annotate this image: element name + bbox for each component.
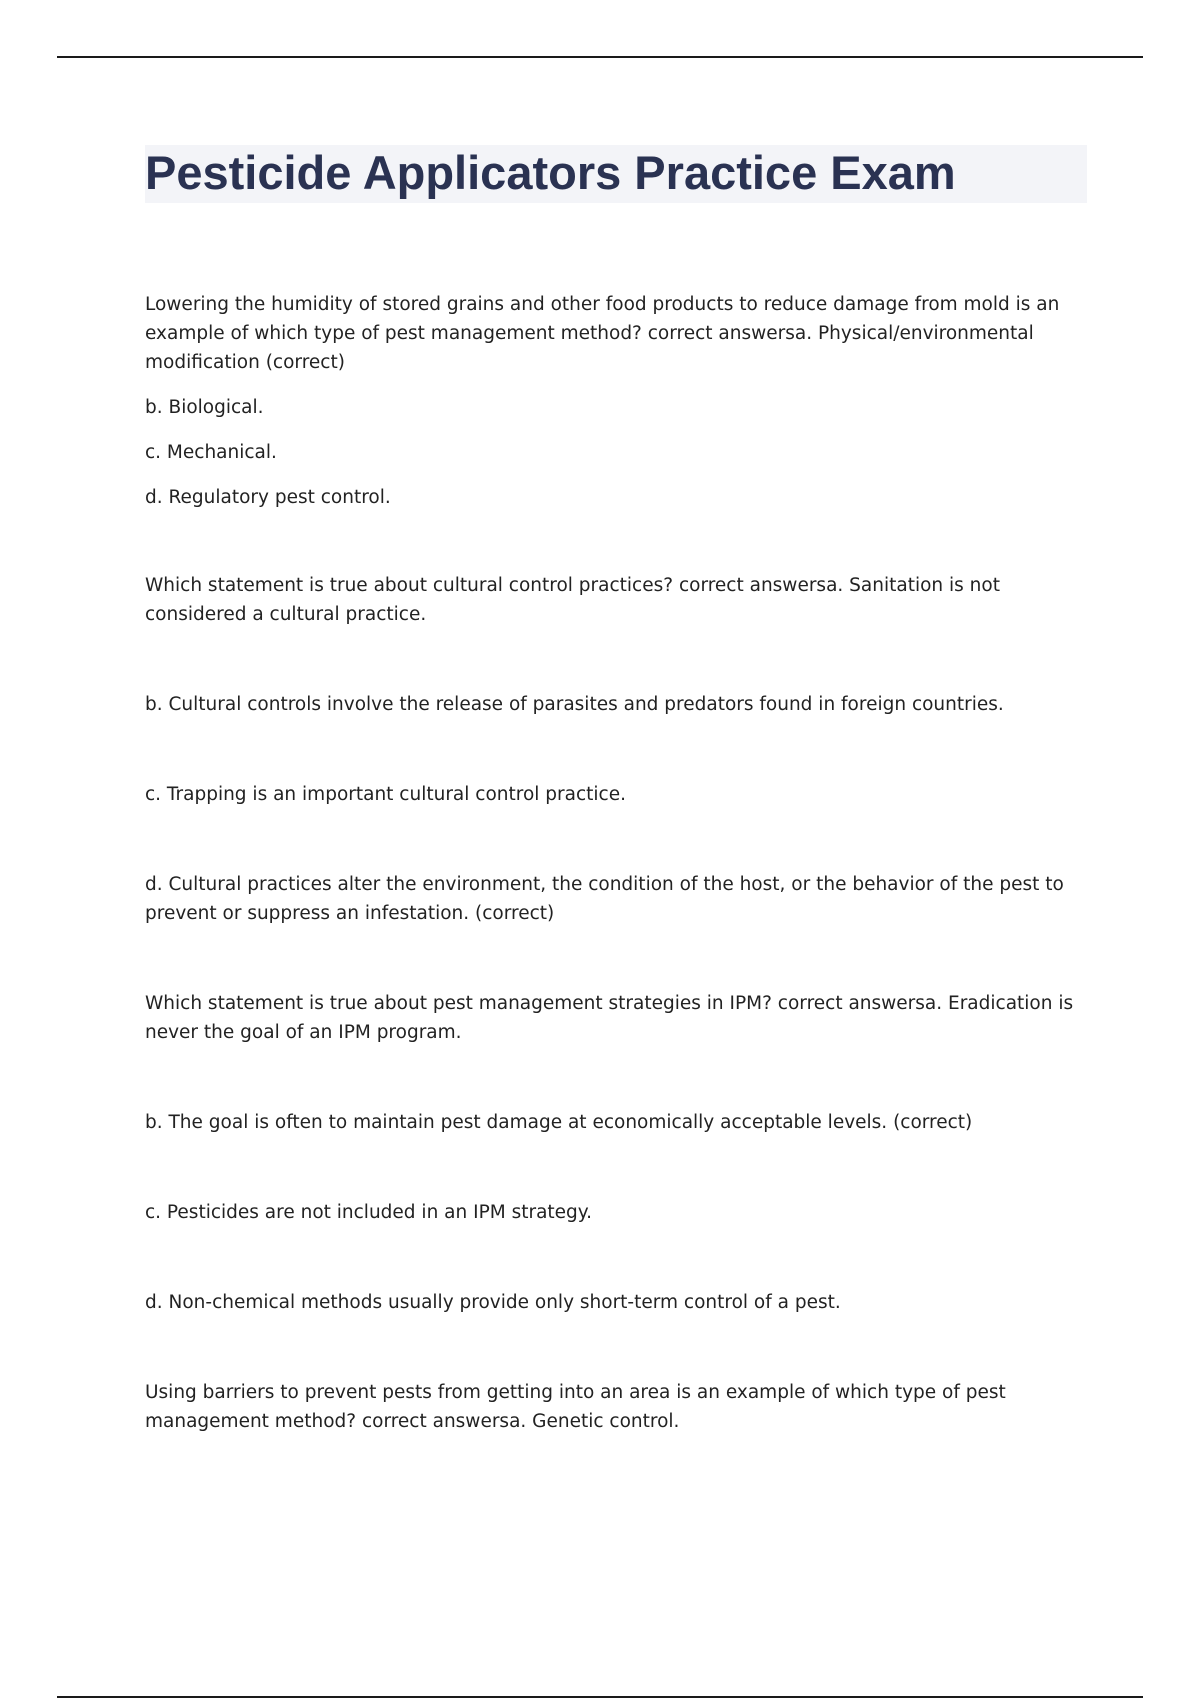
question-1: [145, 290, 1085, 512]
answer-option: d. Non-chemical methods usually provide only short-term control of a pest.: [145, 1292, 841, 1313]
answer-option: b. Cultural controls involve the release of parasites and predators found in foreign countries.: [145, 694, 1004, 715]
answer-option: b. The goal is often to maintain pest damage at economically acceptable levels. (correct): [145, 1112, 973, 1133]
question-4: [145, 1378, 1085, 1436]
page-title: Pesticide Applicators Practice Exam: [145, 146, 956, 199]
answer-option: c. Trapping is an important cultural control practice.: [145, 784, 626, 805]
answer-option: c. Mechanical.: [145, 442, 277, 463]
question-stem: Which statement is true about cultural control practices? correct answersa. Sanitation is not considered a cultural practice.: [145, 575, 1000, 625]
exam-content: [145, 290, 1085, 1436]
answer-option: c. Pesticides are not included in an IPM strategy.: [145, 1202, 592, 1223]
question-stem: Which statement is true about pest management strategies in IPM? correct answersa. Eradication is never the goal of an IPM program.: [145, 993, 1074, 1043]
answer-option: d. Regulatory pest control.: [145, 487, 391, 508]
question-stem: Using barriers to prevent pests from getting into an area is an example of which type of pest management method? correct answersa. Genetic control.: [145, 1382, 1006, 1432]
question-stem: Lowering the humidity of stored grains and other food products to reduce damage from mold is an example of which type of pest management method? correct answersa. Physical/environmental modification (correct): [145, 294, 1060, 373]
question-2: [145, 571, 1085, 928]
answer-option: b. Biological.: [145, 397, 264, 418]
top-rule: [57, 56, 1143, 58]
question-3: [145, 989, 1085, 1317]
bottom-rule: [57, 1696, 1143, 1698]
answer-option: d. Cultural practices alter the environment, the condition of the host, or the behavior of the pest to prevent or suppress an infestation. (correct): [145, 874, 1064, 924]
